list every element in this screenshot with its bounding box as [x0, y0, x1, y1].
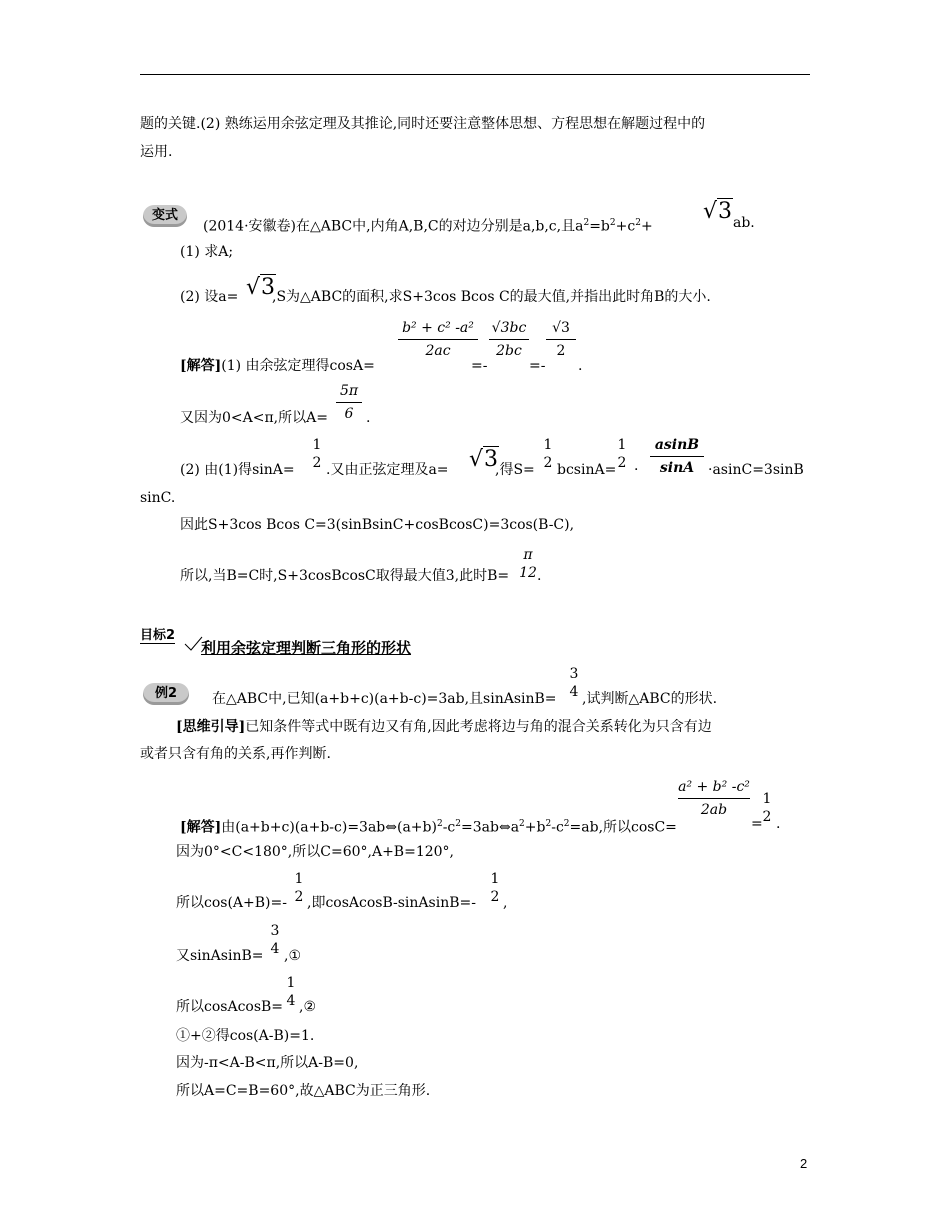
header-rule [140, 74, 810, 75]
fraction-cosC: a² + b² -c² 2ab [678, 779, 750, 818]
example2-badge: 例2 [143, 683, 189, 705]
eq-neg-1: =- [471, 358, 488, 374]
fraction-asinB-over-sinA: asinB sinA [650, 436, 704, 477]
fraction-sqrt3-over-2: √3 2 [546, 319, 576, 360]
variant-badge: 变式 [143, 205, 187, 227]
solution2-line5-b: ,② [299, 999, 317, 1015]
variant-q2-a: (2) 设a= [180, 289, 239, 305]
fraction-half: 1 2 [490, 871, 500, 905]
fraction-half: 1 2 [762, 791, 772, 825]
fraction-sqrt3bc: √3bc 2bc [489, 319, 529, 360]
variant-q2-b: ,S为△ABC的面积,求S+3cos Bcos C的最大值,并指出此时角B的大小. [272, 289, 711, 305]
fraction-cosA: b² + c² -a² 2ac [398, 319, 478, 360]
solution1-line5: 因此S+3cos Bcos C=3(sinBsinC+cosBcosC)=3cos(B-C), [180, 517, 575, 533]
solution1-line3-c: ,得S= [495, 462, 535, 478]
solution2-line3-b: ,即cosAcosB-sinAsinB=- [307, 895, 476, 911]
fraction-1-over-4: 1 4 [286, 975, 296, 1009]
equals: = [751, 816, 763, 832]
eq-neg-2: =- [529, 358, 546, 374]
fraction-3-over-4: 3 4 [569, 666, 579, 700]
solution2-line3-c: , [503, 895, 508, 911]
example2-stem-a: 在△ABC中,已知(a+b+c)(a+b-c)=3ab,且sinAsinB= [212, 691, 557, 707]
solution1-line4: sinC. [140, 490, 176, 506]
solution1-line2: 又因为0<A<π,所以A= [180, 410, 328, 426]
solution2-line7: 因为-π<A-B<π,所以A-B=0, [176, 1055, 359, 1071]
variant-q1: (1) 求A; [180, 244, 234, 260]
fraction-half: 1 2 [312, 437, 322, 471]
sqrt3-symbol: √3 [703, 199, 733, 224]
solution2-line6: ①+②得cos(A-B)=1. [176, 1028, 315, 1044]
solution1-line6: 所以,当B=C时,S+3cosBcosC取得最大值3,此时B= [180, 568, 510, 584]
fraction-half: 1 2 [617, 437, 627, 471]
sqrt3-symbol: √3 [469, 447, 499, 472]
solution2-line5-a: 所以cosAcosB= [176, 999, 284, 1015]
example2-stem-b: ,试判断△ABC的形状. [582, 691, 718, 707]
guide-line1: [思维引导]已知条件等式中既有边又有角,因此考虑将边与角的混合关系转化为只含有边 [176, 719, 712, 735]
guide-line2: 或者只含有角的关系,再作判断. [140, 746, 331, 762]
intro-line-1: 题的关键.(2) 熟练运用余弦定理及其推论,同时还要注意整体思想、方程思想在解题过程中的 [140, 116, 706, 132]
page-number: 2 [800, 1156, 808, 1171]
solution2-line3-a: 所以cos(A+B)=- [176, 895, 287, 911]
target2-label: 目标2 [140, 624, 175, 644]
fraction-half: 1 2 [294, 871, 304, 905]
fraction-pi-over-12: π 12 [519, 547, 537, 581]
period: . [366, 410, 371, 426]
variant-stem: (2014·安徽卷)在△ABC中,内角A,B,C的对边分别是a,b,c,且$a^2=b^2+c^2+$ [203, 218, 653, 235]
solution1-line3-f: ·asinC=3sinB [708, 462, 804, 478]
solution2-line4-a: 又sinAsinB= [176, 948, 264, 964]
solution2-line1: [解答]由$(a+b+c)(a+b-c)=3ab\Leftrightarrow(a+b)^2-c^2=3ab\Leftrightarrow a^2+b^2-c^2=ab$,所以cosC= [180, 819, 677, 836]
sqrt3-symbol: √3 [246, 275, 276, 300]
variant-stem-end: ab. [733, 215, 755, 231]
solution1-line3-d: bcsinA= [557, 462, 617, 478]
period: . [578, 358, 583, 374]
solution1-line3-a: (2) 由(1)得sinA= [180, 462, 295, 478]
intro-line-2: 运用. [140, 144, 173, 160]
solution2-line2: 因为0°<C<180°,所以C=60°,A+B=120°, [176, 844, 454, 860]
fraction-5pi-over-6: 5π 6 [336, 382, 362, 423]
solution1-line1: [解答](1) 由余弦定理得cosA= [180, 358, 375, 374]
dot-operator: · [634, 462, 639, 478]
fraction-half: 1 2 [543, 437, 553, 471]
solution1-line3-b: .又由正弦定理及a= [326, 462, 449, 478]
solution2-line8: 所以A=C=B=60°,故△ABC为正三角形. [176, 1083, 431, 1099]
period: . [537, 568, 542, 584]
solution2-line4-b: ,① [284, 948, 302, 964]
period: . [776, 816, 781, 832]
target2-title: 利用余弦定理判断三角形的形状 [201, 639, 412, 657]
fraction-3-over-4: 3 4 [270, 923, 280, 957]
